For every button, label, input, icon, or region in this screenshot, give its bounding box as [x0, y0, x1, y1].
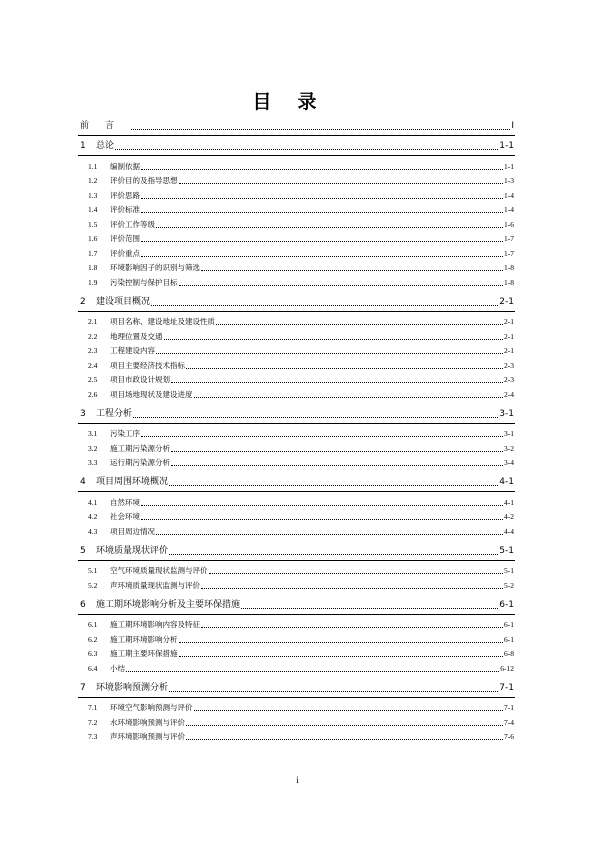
toc-entry-title: 项目名称、建设地址及建设性质: [110, 317, 215, 326]
dot-leader: [209, 573, 504, 574]
toc-entry-page: 4-1: [499, 477, 514, 487]
toc-entry-number: 4.3: [88, 526, 98, 536]
dot-leader: [171, 382, 503, 383]
dot-leader: [179, 656, 504, 657]
dot-leader: [201, 270, 503, 271]
toc-entry-page: 7-1: [499, 682, 514, 693]
toc-chapter[interactable]: [80, 544, 514, 558]
dot-leader: [171, 465, 503, 466]
toc-section[interactable]: [88, 314, 514, 329]
toc-entry-page: 1-1: [499, 141, 514, 151]
toc-entry-title: 地理位置及交通: [110, 331, 163, 341]
toc-entry-number: 2.5: [88, 375, 98, 384]
toc-entry-page: 1-4: [504, 205, 514, 214]
toc-entry-title: 环境空气影响预测与评价: [110, 703, 193, 712]
toc-section[interactable]: [88, 509, 514, 524]
toc-entry-title: 声环境质量现状监测与评价: [110, 580, 200, 590]
dot-leader: [141, 212, 503, 213]
toc-entry-title: 环境质量现状评价: [96, 545, 169, 556]
toc-entry-number: 5: [80, 545, 86, 556]
dot-leader: [141, 256, 503, 257]
toc-entry-number: 4: [80, 477, 86, 487]
page-title: 目录: [252, 91, 343, 113]
toc-entry-title: 评价范围: [110, 234, 140, 243]
toc-entry-title: 总论: [96, 141, 115, 151]
toc-entry-title: 污染控制与保护目标: [110, 277, 178, 287]
toc-section[interactable]: [88, 714, 514, 729]
dot-leader: [156, 227, 503, 228]
toc-entry-title: 施工期环境影响分析: [110, 634, 178, 644]
toc-entry-number: 6: [80, 599, 86, 610]
toc-section[interactable]: [88, 202, 514, 217]
toc-entry-page: 2-3: [504, 360, 514, 370]
toc-entry-page: 2-1: [504, 346, 514, 355]
dot-leader: [141, 198, 503, 199]
toc-entry-number: 7.2: [88, 717, 98, 727]
toc-entry-title: 小结: [110, 663, 125, 673]
toc-entry-page: 2-1: [499, 296, 514, 307]
toc-section[interactable]: [88, 173, 514, 188]
toc-section[interactable]: [88, 343, 514, 358]
toc-chapter[interactable]: [80, 475, 514, 489]
toc-section[interactable]: [88, 274, 514, 289]
toc-entry-title: 项目周边情况: [110, 526, 155, 536]
dot-leader: [179, 642, 504, 643]
toc-section[interactable]: [88, 187, 514, 202]
toc-entry-page: 1-6: [504, 219, 514, 229]
toc-entry-number: 1.4: [88, 205, 98, 214]
section-divider: [78, 697, 515, 698]
dot-leader: [241, 608, 498, 609]
dot-leader: [133, 417, 498, 418]
toc-entry-page: 2-1: [504, 331, 514, 341]
dot-leader: [179, 285, 504, 286]
toc-section[interactable]: [88, 700, 514, 715]
dot-leader: [131, 129, 510, 130]
dot-leader: [156, 534, 503, 535]
toc-entry-number: 7.1: [88, 703, 98, 712]
toc-entry-title: 前言: [80, 121, 131, 131]
toc-entry-title: 工程分析: [96, 408, 133, 419]
toc-section[interactable]: [88, 216, 514, 231]
toc-entry-title: 项目主要经济技术指标: [110, 360, 185, 370]
toc-section[interactable]: [88, 523, 514, 538]
dot-leader: [179, 183, 504, 184]
toc-section[interactable]: [88, 158, 514, 173]
toc-section[interactable]: [88, 231, 514, 246]
toc-entry-page: 7-1: [504, 703, 514, 712]
dot-leader: [169, 554, 498, 555]
toc-entry-page: 5-1: [504, 566, 514, 575]
toc-entry-title: 评价思路: [110, 190, 140, 200]
toc-entry-front[interactable]: [80, 119, 514, 133]
toc-entry-number: 7.3: [88, 732, 98, 741]
toc-entry-number: 3.2: [88, 443, 98, 453]
dot-leader: [141, 519, 503, 520]
toc-entry-title: 空气环境质量现状监测与评价: [110, 566, 208, 575]
section-divider: [78, 311, 515, 312]
toc-entry-number: 1.5: [88, 219, 98, 229]
table-of-contents: [80, 113, 514, 743]
section-divider: [78, 491, 515, 492]
toc-entry-page: 6-1: [504, 634, 514, 644]
toc-entry-number: 6.4: [88, 663, 98, 673]
page-number: i: [296, 775, 299, 785]
toc-entry-number: 2.1: [88, 317, 98, 326]
toc-chapter[interactable]: [80, 407, 514, 421]
toc-entry-page: 3-4: [504, 458, 514, 467]
toc-entry-title: 工程建设内容: [110, 346, 155, 355]
toc-entry-number: 1.6: [88, 234, 98, 243]
toc-entry-page: I: [511, 121, 514, 131]
toc-entry-title: 项目市政设计规划: [110, 375, 170, 384]
toc-section[interactable]: [88, 729, 514, 744]
toc-entry-number: 4.2: [88, 512, 98, 521]
toc-chapter[interactable]: [80, 681, 514, 695]
section-divider: [78, 423, 515, 424]
toc-entry-number: 5.2: [88, 580, 98, 590]
toc-entry-page: 1-8: [504, 277, 514, 287]
dot-leader: [194, 710, 504, 711]
toc-entry-page: 1-4: [504, 190, 514, 200]
toc-entry-number: 3.3: [88, 458, 98, 467]
toc-chapter[interactable]: [80, 598, 514, 612]
toc-entry-page: 4-4: [504, 526, 514, 536]
toc-entry-page: 6-8: [504, 649, 514, 658]
toc-chapter[interactable]: [80, 139, 514, 153]
dot-leader: [201, 588, 503, 589]
toc-section[interactable]: [88, 617, 514, 632]
toc-section[interactable]: [88, 245, 514, 260]
toc-entry-page: 5-2: [504, 580, 514, 590]
toc-entry-page: 1-7: [504, 248, 514, 258]
dot-leader: [126, 671, 499, 672]
toc-entry-number: 6.1: [88, 620, 98, 629]
toc-entry-title: 施工期环境影响内容及特征: [110, 620, 200, 629]
toc-entry-title: 环境影响因子的识别与筛选: [110, 263, 200, 272]
toc-section[interactable]: [88, 357, 514, 372]
dot-leader: [151, 305, 498, 306]
dot-leader: [169, 691, 498, 692]
dot-leader: [201, 627, 503, 628]
toc-entry-number: 1.3: [88, 190, 98, 200]
toc-entry-number: 1.2: [88, 176, 98, 185]
toc-entry-number: 2.3: [88, 346, 98, 355]
toc-section[interactable]: [88, 646, 514, 661]
toc-entry-number: 4.1: [88, 497, 98, 507]
dot-leader: [186, 368, 503, 369]
dot-leader: [141, 169, 503, 170]
toc-entry-title: 自然环境: [110, 497, 140, 507]
toc-entry-page: 2-1: [504, 317, 514, 326]
toc-entry-page: 1-8: [504, 263, 514, 272]
toc-entry-number: 2: [80, 296, 86, 307]
toc-entry-page: 3-2: [504, 443, 514, 453]
dot-leader: [186, 739, 503, 740]
toc-entry-page: 2-4: [504, 389, 514, 399]
toc-entry-title: 声环境影响预测与评价: [110, 732, 185, 741]
toc-section[interactable]: [88, 563, 514, 578]
toc-entry-number: 3: [80, 408, 86, 419]
toc-entry-number: 3.1: [88, 429, 98, 438]
section-divider: [78, 135, 515, 136]
toc-entry-page: 6-12: [500, 663, 514, 673]
dot-leader: [171, 451, 503, 452]
toc-entry-title: 评价标准: [110, 205, 140, 214]
dot-leader: [194, 397, 504, 398]
toc-entry-title: 建设项目概况: [96, 296, 151, 307]
toc-section[interactable]: [88, 455, 514, 470]
toc-entry-number: 7: [80, 682, 86, 693]
toc-entry-page: 7-4: [504, 717, 514, 727]
dot-leader: [164, 339, 504, 340]
toc-entry-page: 5-1: [499, 545, 514, 556]
toc-entry-number: 6.3: [88, 649, 98, 658]
toc-chapter[interactable]: [80, 295, 514, 309]
toc-section[interactable]: [88, 426, 514, 441]
dot-leader: [216, 324, 503, 325]
toc-entry-page: 6-1: [499, 599, 514, 610]
toc-entry-title: 项目周围环境概况: [96, 477, 169, 487]
toc-section[interactable]: [88, 260, 514, 275]
toc-entry-page: 1-1: [504, 161, 514, 171]
toc-entry-page: 4-1: [504, 497, 514, 507]
dot-leader: [156, 353, 503, 354]
dot-leader: [141, 505, 503, 506]
toc-entry-number: 6.2: [88, 634, 98, 644]
toc-entry-title: 项目场地现状及建设进度: [110, 389, 193, 399]
dot-leader: [141, 436, 503, 437]
toc-entry-number: 2.4: [88, 360, 98, 370]
toc-entry-title: 施工期环境影响分析及主要环保措施: [96, 599, 241, 610]
toc-section[interactable]: [88, 372, 514, 387]
toc-entry-title: 水环境影响预测与评价: [110, 717, 185, 727]
dot-leader: [141, 241, 503, 242]
toc-section[interactable]: [88, 440, 514, 455]
toc-entry-title: 运行期污染源分析: [110, 458, 170, 467]
toc-entry-title: 施工期主要环保措施: [110, 649, 178, 658]
toc-entry-number: 1.8: [88, 263, 98, 272]
toc-entry-number: 2.2: [88, 331, 98, 341]
toc-entry-page: 3-1: [499, 408, 514, 419]
toc-entry-title: 施工期污染源分析: [110, 443, 170, 453]
toc-section[interactable]: [88, 660, 514, 675]
toc-entry-title: 评价重点: [110, 248, 140, 258]
toc-entry-page: 3-1: [504, 429, 514, 438]
toc-entry-title: 社会环境: [110, 512, 140, 521]
toc-entry-page: 7-6: [504, 732, 514, 741]
section-divider: [78, 155, 515, 156]
toc-entry-title: 评价目的及指导思想: [110, 176, 178, 185]
section-divider: [78, 560, 515, 561]
toc-section[interactable]: [88, 631, 514, 646]
dot-leader: [115, 149, 498, 150]
toc-section[interactable]: [88, 386, 514, 401]
toc-entry-page: 6-1: [504, 620, 514, 629]
toc-entry-page: 1-7: [504, 234, 514, 243]
toc-section[interactable]: [88, 328, 514, 343]
dot-leader: [186, 725, 503, 726]
toc-section[interactable]: [88, 494, 514, 509]
dot-leader: [169, 485, 498, 486]
toc-entry-number: 1.1: [88, 161, 98, 171]
toc-entry-page: 4-2: [504, 512, 514, 521]
toc-entry-title: 污染工序: [110, 429, 140, 438]
toc-entry-number: 1.9: [88, 277, 98, 287]
toc-section[interactable]: [88, 577, 514, 592]
toc-entry-number: 2.6: [88, 389, 98, 399]
toc-entry-number: 1.7: [88, 248, 98, 258]
toc-entry-title: 评价工作等级: [110, 219, 155, 229]
toc-entry-title: 编制依据: [110, 161, 140, 171]
toc-entry-page: 2-3: [504, 375, 514, 384]
toc-entry-number: 5.1: [88, 566, 98, 575]
toc-entry-number: 1: [80, 141, 86, 151]
toc-entry-title: 环境影响预测分析: [96, 682, 169, 693]
section-divider: [78, 614, 515, 615]
toc-entry-page: 1-3: [504, 176, 514, 185]
